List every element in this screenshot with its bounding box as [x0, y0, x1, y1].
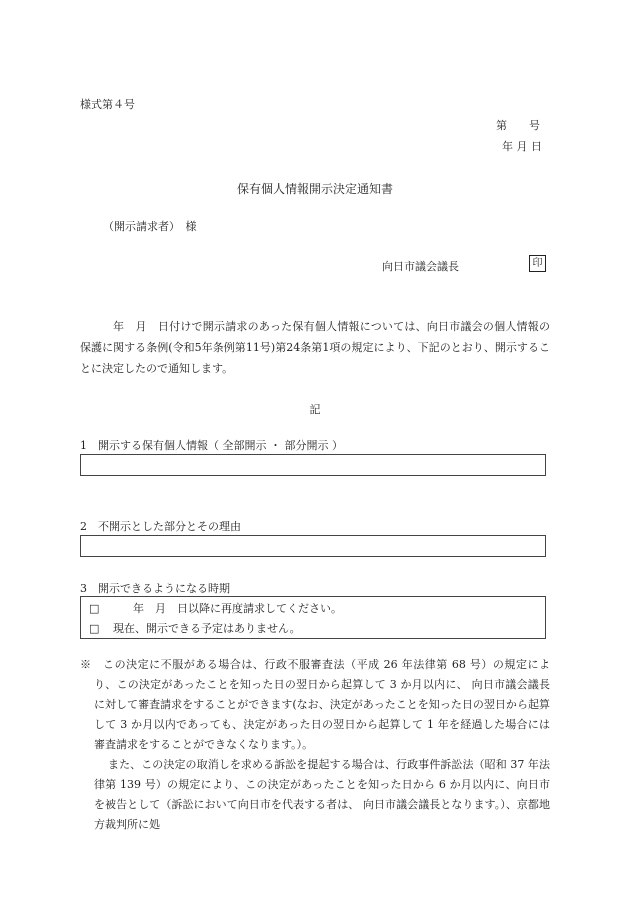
- ki-heading: 記: [309, 403, 321, 416]
- seal-stamp: 印: [529, 255, 546, 272]
- checkbox-none[interactable]: □: [89, 622, 100, 635]
- option-reapply-label: 年 月 日以降に再度請求してください。: [133, 602, 342, 615]
- section-2-field[interactable]: [80, 535, 546, 557]
- section-1-label: 1 開示する保有個人情報（ 全部開示 ・ 部分開示 ）: [80, 439, 343, 452]
- option-reapply[interactable]: [89, 600, 342, 616]
- document-number: 第 号: [496, 119, 540, 132]
- document-title: 保有個人情報開示決定通知書: [236, 182, 393, 196]
- body-paragraph: 年 月 日付けで開示請求のあった保有個人情報については、向日市議会の個人情報の保護に関する条例(令和5年条例第11号)第24条第1項の規定により、下記のとおり、開示することに決定したので通知します。: [80, 320, 550, 375]
- option-none[interactable]: [89, 620, 301, 636]
- section-1-field[interactable]: [80, 454, 546, 476]
- note-appeal: ※ この決定に不服がある場合は、行政不服審査法（平成 26 年法律第 68 号）の規定により、この決定があったことを知った日の翌日から起算して 3 か月以内に、 向日市議会議長に対して審査請求をすることができます(なお、決定があったことを知った日の翌日から起算して 3 か月以内であっても、決定があった日の翌日から起算して 1 年を経過した場合には審査請求をすることができなくなります。）。: [80, 658, 550, 751]
- note-lawsuit: また、この決定の取消しを求める訴訟を提起する場合は、行政事件訴訟法（昭和 37 年法律第 139 号）の規定により、この決定があったことを知った日から 6 か月以内に、向日市を被告として（訴訟において向日市を代表する者は、 向日市議会議長となります。）、京都地方裁判所に処: [94, 758, 550, 831]
- checkbox-reapply[interactable]: □: [89, 602, 100, 615]
- section-2-label: 2 不開示とした部分とその理由: [80, 520, 241, 533]
- document-date: 年 月 日: [502, 140, 542, 153]
- sender-name: 向日市議会議長: [382, 260, 459, 273]
- form-number: 様式第４号: [80, 98, 135, 111]
- option-none-label: 現在、開示できる予定はありません。: [113, 622, 301, 635]
- recipient-line: （開示請求者） 様: [103, 220, 197, 233]
- section-3-options: [80, 596, 546, 639]
- section-3-label: 3 開示できるようになる時期: [80, 582, 230, 595]
- notes: [80, 655, 550, 835]
